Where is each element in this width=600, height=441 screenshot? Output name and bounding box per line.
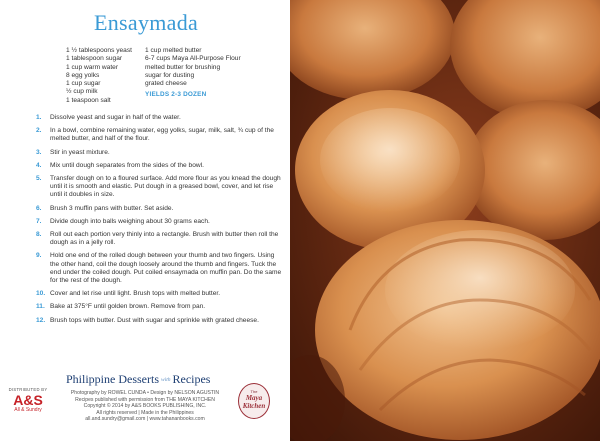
step-item — [36, 317, 284, 325]
ingredient-item: 6-7 cups Maya All-Purpose Flour — [145, 55, 241, 63]
distributor-block — [6, 387, 50, 413]
step-item — [36, 290, 284, 298]
maya-kitchen-logo-name: Maya Kitchen — [242, 394, 266, 410]
step-item — [36, 127, 284, 143]
step-number: 1. — [36, 114, 42, 121]
step-text: In a bowl, combine remaining water, egg yolks, sugar, milk, salt, ¾ cup of the melted butter, and half of the flour. — [50, 127, 274, 143]
credits-block — [62, 390, 228, 423]
maya-kitchen-logo — [238, 383, 270, 419]
credit-line: Photography by ROWEL CUNDA • Design by NELSON AGUSTIN — [70, 390, 220, 396]
step-text: Bake at 375°F until golden brown. Remove from pan. — [50, 303, 206, 311]
step-number: 5. — [36, 175, 42, 183]
credit-line: Recipes published with permission from THE MAYA KITCHEN — [75, 396, 215, 403]
step-number: 2. — [36, 127, 42, 135]
maya-kitchen-logo-the: The — [250, 389, 258, 394]
step-number: 10. — [36, 290, 46, 298]
step-number: 3. — [36, 148, 42, 156]
ingredient-item: 1 cup warm water — [66, 63, 119, 71]
step-number: 6. — [36, 204, 42, 212]
ingredient-item: sugar for dusting — [145, 71, 195, 79]
step-item — [36, 218, 284, 226]
card-footer — [0, 365, 290, 441]
series-title-with: with — [161, 377, 171, 384]
steps-list — [36, 114, 284, 330]
step-text: Brush 3 muffin pans with butter. Set aside. — [50, 204, 174, 212]
step-number: 11. — [36, 303, 45, 311]
step-item — [36, 252, 284, 285]
step-number: 8. — [36, 231, 42, 239]
ensaymada-photo — [290, 0, 600, 441]
step-text: Transfer dough on to a floured surface. Add more flour as you knead the dough until it is smooth and elastic. Put dough in a greased bowl, cover, and let rise until it doubles in size. — [50, 175, 281, 199]
step-text: Cover and let rise until light. Brush tops with melted butter. — [50, 290, 221, 298]
ingredient-item: ½ cup milk — [66, 88, 98, 96]
ingredient-item: melted butter for brushing — [145, 63, 221, 71]
step-text: Brush tops with butter. Dust with sugar and sprinkle with grated cheese. — [50, 316, 259, 324]
step-item — [36, 205, 284, 213]
ingredient-item: grated cheese — [145, 80, 187, 88]
ingredient-item: 1 tablespoon sugar — [66, 55, 123, 63]
step-text: Hold one end of the rolled dough between your thumb and two fingers. Using the other hand, coil the dough loosely around the thumb and fingers. Tuck the end under the coiled dough. Put coiled ensaymada on muffin pan. Do the same for the rest of the dough. — [50, 252, 282, 285]
step-item — [36, 231, 284, 247]
yields-label: YIELDS 2-3 DOZEN — [145, 91, 207, 99]
step-item — [36, 162, 284, 170]
ingredient-item: 8 egg yolks — [66, 71, 100, 79]
step-number: 12. — [36, 316, 46, 324]
series-title — [66, 372, 210, 387]
step-text: Roll out each portion very thinly into a rectangle. Brush with butter then roll the dough as in a jelly roll. — [50, 231, 279, 247]
distributor-name: All & Sundry — [14, 407, 42, 413]
step-item — [36, 175, 284, 200]
ingredients-column-2 — [145, 47, 285, 100]
ingredient-item: 1 ½ tablespoons yeast — [66, 47, 132, 54]
ensaymada-photo-illustration — [290, 0, 600, 441]
step-item — [36, 114, 284, 122]
credit-line: Copyright © 2014 by A&S BOOKS PUBLISHING, INC. — [83, 403, 207, 410]
series-title-recipes: Recipes — [172, 372, 211, 386]
series-title-main: Philippine Desserts — [66, 372, 159, 386]
step-text: Divide dough into balls weighing about 30 grams each. — [50, 217, 210, 225]
ingredient-item: 1 cup sugar — [66, 80, 101, 88]
step-text: Dissolve yeast and sugar in half of the water. — [50, 114, 181, 121]
credit-line: all.and.sundry@gmail.com | www.tahananbooks.com — [85, 416, 205, 423]
step-number: 4. — [36, 161, 42, 169]
step-number: 9. — [36, 252, 42, 260]
recipe-panel — [0, 0, 290, 441]
distributed-by-label: DISTRIBUTED BY — [8, 387, 48, 392]
step-number: 7. — [36, 217, 42, 225]
step-item — [36, 149, 284, 157]
step-text: Mix until dough separates from the sides of the bowl. — [50, 161, 204, 169]
distributor-logo: A&S — [13, 392, 43, 408]
ingredients-column-1 — [66, 47, 142, 105]
credit-line: All rights reserved | Made in the Philippines — [96, 409, 194, 416]
ingredient-item: 1 cup melted butter — [145, 47, 202, 54]
step-item — [36, 303, 284, 311]
step-text: Stir in yeast mixture. — [50, 148, 110, 156]
recipe-title: Ensaymada — [94, 10, 199, 35]
ingredient-item: 1 teaspoon salt — [66, 96, 111, 104]
